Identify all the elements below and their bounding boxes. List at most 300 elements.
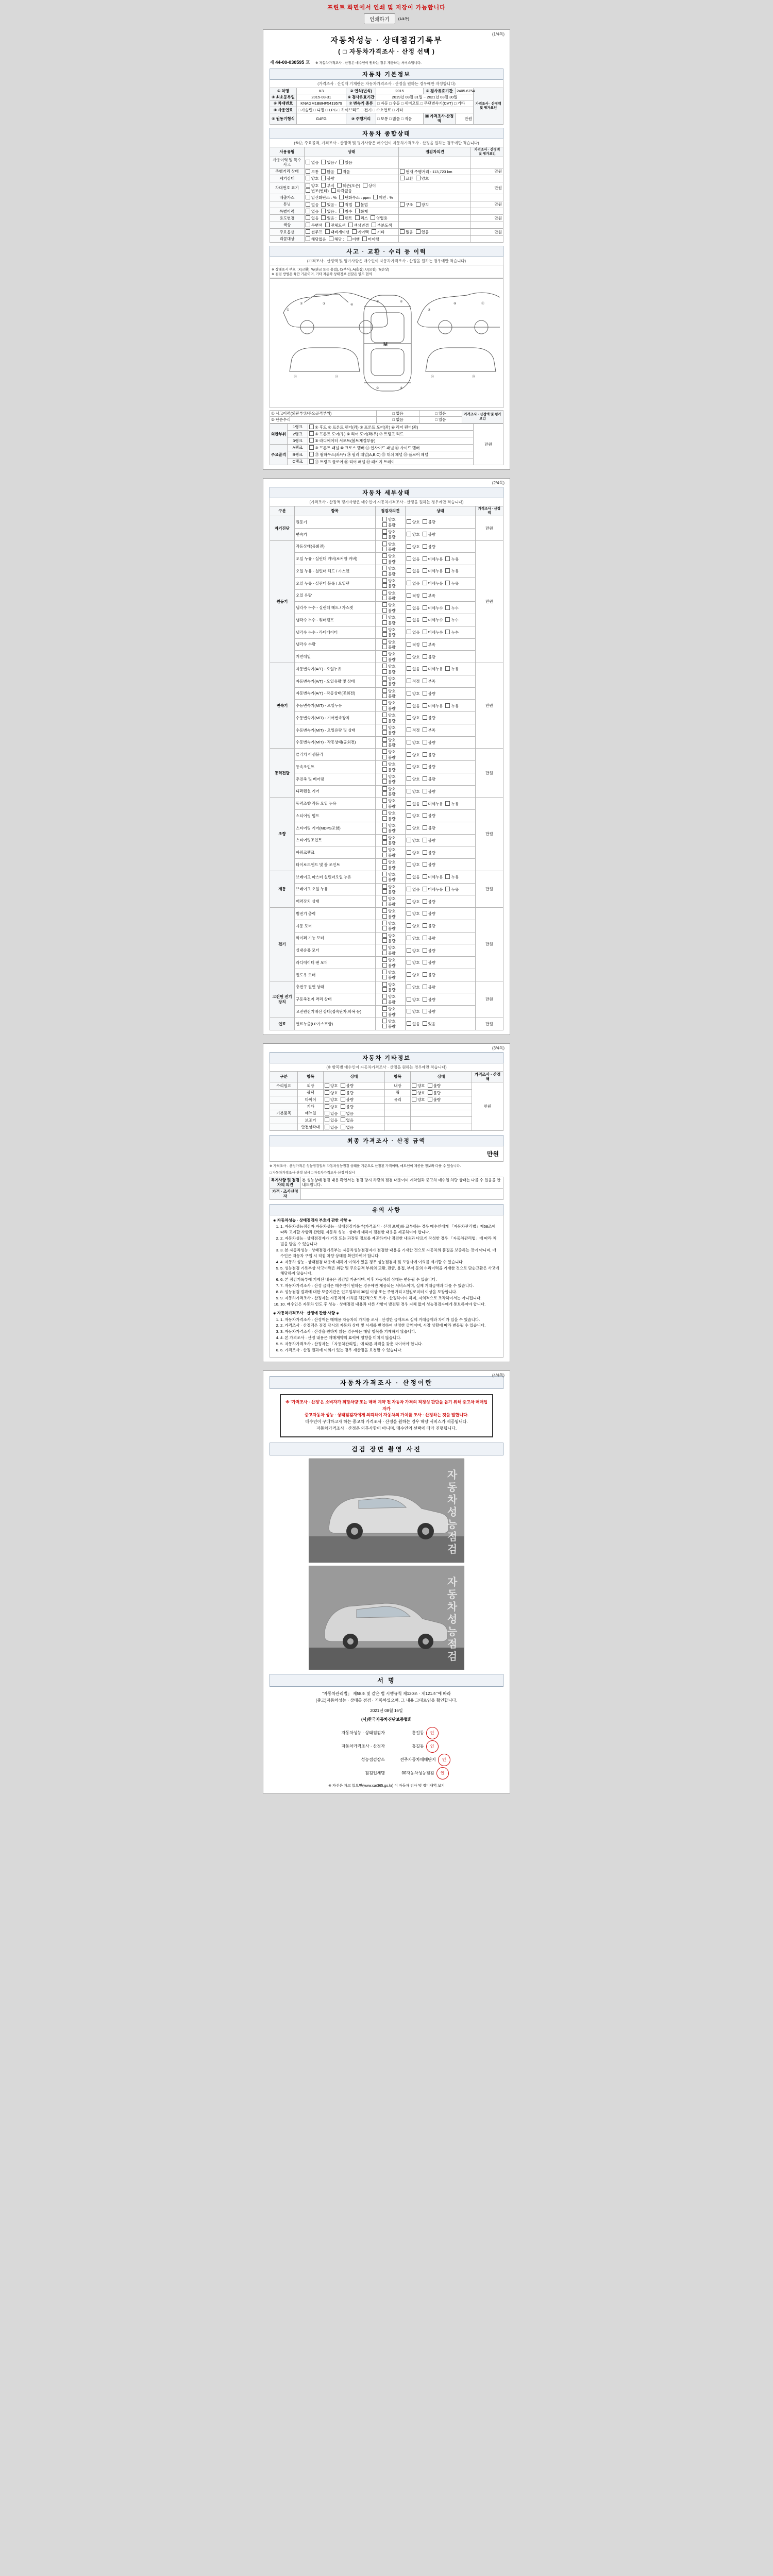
checkbox-option[interactable]: 양호: [382, 872, 396, 877]
checkbox-option[interactable]: 양호: [325, 1090, 338, 1095]
detail-state[interactable]: [406, 577, 476, 589]
detail-opinion[interactable]: [375, 822, 405, 834]
checkbox-option[interactable]: 없음: [400, 229, 413, 234]
checkbox-option[interactable]: 양호: [382, 639, 396, 645]
checkbox-option[interactable]: 양호: [382, 1019, 396, 1024]
checkbox-icon[interactable]: [382, 963, 387, 968]
checkbox-icon[interactable]: [423, 752, 427, 757]
checkbox-option[interactable]: 불량: [382, 620, 396, 625]
detail-opinion[interactable]: [375, 724, 405, 736]
checkbox-option[interactable]: 불량: [341, 1090, 354, 1095]
detail-state[interactable]: [406, 859, 476, 871]
checkbox-option[interactable]: ⑰ 트렁크 플로어 ⑱ 리어 패널 ⑲ 패키지 트레이: [309, 459, 395, 464]
cell-state[interactable]: [304, 215, 398, 222]
checkbox-icon[interactable]: [407, 703, 411, 708]
checkbox-icon[interactable]: [382, 853, 387, 857]
checkbox-option[interactable]: 불량: [382, 693, 396, 699]
checkbox-option[interactable]: 양호: [382, 896, 396, 901]
checkbox-option[interactable]: 불량: [423, 752, 436, 757]
detail-state[interactable]: [406, 626, 476, 638]
detail-state[interactable]: [406, 749, 476, 761]
checkbox-icon[interactable]: [306, 215, 310, 220]
checkbox-icon[interactable]: [382, 951, 387, 955]
checkbox-option[interactable]: 양호: [416, 176, 429, 181]
checkbox-icon[interactable]: [339, 215, 344, 220]
checkbox-option[interactable]: 양호: [382, 798, 396, 803]
checkbox-icon[interactable]: [371, 215, 375, 220]
checkbox-option[interactable]: 양호: [382, 578, 396, 583]
checkbox-icon[interactable]: [407, 862, 411, 867]
checkbox-icon[interactable]: [407, 568, 411, 573]
checkbox-option[interactable]: 있음 /: [321, 160, 337, 165]
checkbox-option[interactable]: 렌트: [339, 215, 352, 221]
checkbox-icon[interactable]: [325, 1104, 329, 1109]
checkbox-icon[interactable]: [423, 568, 427, 573]
checkbox-icon[interactable]: [325, 229, 330, 234]
detail-state[interactable]: [406, 761, 476, 773]
checkbox-option[interactable]: 불량: [382, 914, 396, 919]
checkbox-option[interactable]: 장치: [416, 202, 429, 207]
checkbox-option[interactable]: 양호: [412, 1097, 425, 1102]
cell-state[interactable]: [304, 201, 398, 208]
checkbox-icon[interactable]: [339, 160, 344, 164]
checkbox-option[interactable]: 불량: [423, 948, 436, 953]
checkbox-option[interactable]: 훼손(오손): [337, 183, 360, 188]
checkbox-option[interactable]: 화재: [355, 209, 368, 214]
checkbox-option[interactable]: 부족: [423, 593, 436, 598]
checkbox-option[interactable]: 양호: [407, 532, 420, 537]
checkbox-option[interactable]: 무변색: [306, 223, 323, 228]
checkbox-icon[interactable]: [445, 630, 450, 634]
checkbox-icon[interactable]: [382, 828, 387, 833]
checkbox-icon[interactable]: [382, 706, 387, 710]
checkbox-option[interactable]: 불량: [423, 899, 436, 904]
checkbox-option[interactable]: 양호: [382, 602, 396, 607]
simple-opt-none[interactable]: □ 없음: [377, 417, 419, 423]
checkbox-option[interactable]: 불량: [382, 645, 396, 650]
checkbox-option[interactable]: 있음 :: [321, 215, 337, 221]
checkbox-icon[interactable]: [309, 438, 314, 443]
checkbox-option[interactable]: 양호: [407, 911, 420, 916]
checkbox-option[interactable]: 미세누유: [423, 568, 443, 573]
checkbox-option[interactable]: 현재 주행거리 : 113,723 km: [400, 169, 452, 174]
checkbox-icon[interactable]: [423, 948, 427, 953]
checkbox-option[interactable]: 양호: [382, 664, 396, 669]
checkbox-icon[interactable]: [407, 727, 411, 732]
checkbox-icon[interactable]: [382, 718, 387, 723]
checkbox-icon[interactable]: [382, 987, 387, 992]
checkbox-option[interactable]: 침수: [339, 209, 352, 214]
checkbox-option[interactable]: 있음: [325, 1117, 338, 1123]
checkbox-option[interactable]: 있음: [325, 1111, 338, 1116]
other-state-2[interactable]: [411, 1110, 472, 1116]
checkbox-icon[interactable]: [309, 431, 314, 436]
detail-state[interactable]: [406, 638, 476, 651]
checkbox-icon[interactable]: [382, 896, 387, 901]
checkbox-option[interactable]: 양호: [382, 553, 396, 558]
checkbox-icon[interactable]: [416, 176, 421, 180]
detail-state[interactable]: [406, 651, 476, 663]
checkbox-option[interactable]: 없음: [407, 874, 420, 879]
checkbox-option[interactable]: 양호: [407, 838, 420, 843]
checkbox-icon[interactable]: [306, 236, 310, 241]
cell-state[interactable]: [304, 182, 398, 194]
detail-state[interactable]: [406, 736, 476, 749]
detail-opinion[interactable]: [375, 846, 405, 859]
detail-opinion[interactable]: [375, 944, 405, 957]
checkbox-icon[interactable]: [309, 459, 314, 464]
detail-opinion[interactable]: [375, 895, 405, 908]
checkbox-option[interactable]: 없음: [407, 666, 420, 671]
checkbox-icon[interactable]: [382, 664, 387, 668]
checkbox-option[interactable]: 부식: [321, 183, 334, 188]
detail-state[interactable]: [406, 798, 476, 810]
checkbox-option[interactable]: 불량: [423, 850, 436, 855]
checkbox-icon[interactable]: [306, 169, 310, 174]
checkbox-icon[interactable]: [382, 693, 387, 698]
checkbox-icon[interactable]: [337, 183, 342, 188]
detail-state[interactable]: [406, 883, 476, 895]
checkbox-option[interactable]: 불량: [382, 987, 396, 992]
checkbox-icon[interactable]: [423, 556, 427, 561]
checkbox-option[interactable]: 누수: [445, 630, 459, 635]
checkbox-icon[interactable]: [423, 715, 427, 720]
checkbox-option[interactable]: 불량: [423, 740, 436, 745]
cell-state[interactable]: [304, 175, 398, 182]
checkbox-icon[interactable]: [407, 556, 411, 561]
checkbox-option[interactable]: 불량: [382, 730, 396, 735]
checkbox-option[interactable]: 누유: [445, 666, 459, 671]
checkbox-option[interactable]: 불량: [382, 559, 396, 564]
checkbox-icon[interactable]: [372, 223, 376, 227]
checkbox-icon[interactable]: [306, 188, 310, 193]
checkbox-icon[interactable]: [382, 921, 387, 925]
checkbox-option[interactable]: 양호: [407, 740, 420, 745]
checkbox-option[interactable]: 양호: [407, 715, 420, 720]
checkbox-icon[interactable]: [355, 209, 360, 213]
checkbox-icon[interactable]: [321, 202, 326, 207]
checkbox-option[interactable]: 양호: [382, 700, 396, 705]
cell-state[interactable]: [304, 157, 398, 168]
checkbox-icon[interactable]: [407, 923, 411, 928]
detail-state[interactable]: [406, 553, 476, 565]
checkbox-option[interactable]: 양호: [382, 713, 396, 718]
checkbox-option[interactable]: 미세누유: [423, 703, 443, 708]
detail-opinion[interactable]: [375, 908, 405, 920]
checkbox-option[interactable]: 양호: [382, 615, 396, 620]
checkbox-option[interactable]: 부족: [423, 679, 436, 684]
other-state[interactable]: [324, 1124, 385, 1130]
checkbox-icon[interactable]: [382, 541, 387, 546]
checkbox-option[interactable]: 양호: [407, 654, 420, 659]
checkbox-icon[interactable]: [407, 1021, 411, 1026]
checkbox-option[interactable]: 미세누유: [423, 556, 443, 562]
checkbox-icon[interactable]: [382, 982, 387, 987]
checkbox-option[interactable]: 불량: [341, 1097, 354, 1102]
checkbox-icon[interactable]: [382, 615, 387, 619]
checkbox-icon[interactable]: [363, 183, 367, 188]
checkbox-option[interactable]: 양호: [382, 786, 396, 791]
checkbox-icon[interactable]: [382, 749, 387, 754]
checkbox-option[interactable]: 양호: [382, 994, 396, 999]
checkbox-icon[interactable]: [382, 566, 387, 570]
detail-opinion[interactable]: [375, 932, 405, 944]
checkbox-option[interactable]: 불량: [382, 657, 396, 662]
cell-state[interactable]: [304, 208, 398, 215]
checkbox-option[interactable]: 미세누유: [423, 874, 443, 879]
checkbox-option[interactable]: 양호: [407, 752, 420, 757]
checkbox-option[interactable]: 양호: [382, 933, 396, 938]
checkbox-option[interactable]: 양호: [382, 590, 396, 596]
detail-opinion[interactable]: [375, 589, 405, 602]
checkbox-option[interactable]: 불량: [382, 522, 396, 528]
detail-state[interactable]: [406, 773, 476, 785]
checkbox-option[interactable]: ⑧ 라디에이터 서포트(볼트체결부품): [309, 438, 375, 443]
checkbox-icon[interactable]: [382, 627, 387, 632]
checkbox-option[interactable]: 불량: [382, 632, 396, 637]
checkbox-option[interactable]: 불량: [382, 804, 396, 809]
checkbox-option[interactable]: 불량: [382, 877, 396, 882]
checkbox-icon[interactable]: [445, 605, 450, 610]
accident-opt-yes[interactable]: □ 있음: [419, 410, 462, 416]
checkbox-icon[interactable]: [407, 874, 411, 879]
checkbox-icon[interactable]: [341, 1125, 345, 1129]
checkbox-option[interactable]: 없음: [407, 703, 420, 708]
checkbox-icon[interactable]: [382, 1019, 387, 1023]
checkbox-icon[interactable]: [423, 581, 427, 585]
detail-opinion[interactable]: [375, 626, 405, 638]
checkbox-option[interactable]: 부족: [423, 727, 436, 733]
checkbox-icon[interactable]: [321, 176, 326, 180]
detail-opinion[interactable]: [375, 761, 405, 773]
detail-state[interactable]: [406, 981, 476, 993]
checkbox-icon[interactable]: [348, 223, 353, 227]
checkbox-icon[interactable]: [382, 725, 387, 730]
checkbox-option[interactable]: 누유: [445, 581, 459, 586]
checkbox-option[interactable]: 양호: [407, 1009, 420, 1014]
checkbox-option[interactable]: 불량: [423, 776, 436, 782]
checkbox-icon[interactable]: [306, 202, 310, 207]
checkbox-option[interactable]: 해당없음: [306, 236, 326, 242]
checkbox-option[interactable]: 불량: [382, 853, 396, 858]
checkbox-icon[interactable]: [382, 938, 387, 943]
checkbox-icon[interactable]: [428, 1090, 432, 1095]
checkbox-icon[interactable]: [407, 948, 411, 953]
checkbox-option[interactable]: 없음: [407, 630, 420, 635]
checkbox-icon[interactable]: [382, 1012, 387, 1016]
detail-opinion[interactable]: [375, 871, 405, 883]
checkbox-option[interactable]: 누유: [445, 568, 459, 573]
detail-opinion[interactable]: [375, 602, 405, 614]
checkbox-icon[interactable]: [382, 571, 387, 576]
print-button[interactable]: 인쇄하기: [364, 13, 395, 24]
checkbox-icon[interactable]: [407, 544, 411, 549]
detail-opinion[interactable]: [375, 577, 405, 589]
checkbox-icon[interactable]: [382, 676, 387, 681]
checkbox-option[interactable]: 불량: [382, 938, 396, 943]
checkbox-option[interactable]: 미세누유: [423, 801, 443, 806]
checkbox-icon[interactable]: [407, 532, 411, 536]
other-state-2[interactable]: [411, 1124, 472, 1130]
checkbox-icon[interactable]: [407, 642, 411, 647]
checkbox-option[interactable]: 있음: [339, 160, 352, 165]
checkbox-option[interactable]: 양호: [306, 176, 319, 181]
checkbox-icon[interactable]: [382, 840, 387, 845]
checkbox-icon[interactable]: [341, 1097, 345, 1101]
checkbox-option[interactable]: 양호: [407, 776, 420, 782]
checkbox-option[interactable]: 해당 :: [329, 236, 344, 242]
detail-state[interactable]: [406, 895, 476, 908]
checkbox-icon[interactable]: [382, 517, 387, 521]
checkbox-icon[interactable]: [423, 899, 427, 904]
checkbox-icon[interactable]: [423, 887, 427, 891]
checkbox-option[interactable]: 양호: [382, 737, 396, 742]
checkbox-option[interactable]: 불량: [423, 838, 436, 843]
checkbox-icon[interactable]: [309, 445, 314, 450]
checkbox-option[interactable]: 내비게이션: [325, 229, 349, 234]
checkbox-option[interactable]: 불량: [423, 813, 436, 818]
detail-opinion[interactable]: [375, 969, 405, 981]
checkbox-option[interactable]: 양호: [382, 982, 396, 987]
parts-items[interactable]: [308, 451, 474, 458]
checkbox-icon[interactable]: [423, 532, 427, 536]
checkbox-icon[interactable]: [382, 1006, 387, 1011]
checkbox-icon[interactable]: [382, 688, 387, 693]
checkbox-option[interactable]: 색상변경: [348, 223, 369, 228]
checkbox-icon[interactable]: [306, 195, 310, 199]
checkbox-icon[interactable]: [423, 825, 427, 830]
detail-opinion[interactable]: [375, 553, 405, 565]
detail-state[interactable]: [406, 700, 476, 712]
checkbox-option[interactable]: 양호: [407, 813, 420, 818]
detail-state[interactable]: [406, 785, 476, 798]
checkbox-icon[interactable]: [329, 236, 333, 241]
checkbox-icon[interactable]: [407, 519, 411, 524]
checkbox-option[interactable]: 부족: [423, 642, 436, 647]
checkbox-icon[interactable]: [407, 960, 411, 964]
checkbox-option[interactable]: 미세누유: [423, 581, 443, 586]
checkbox-icon[interactable]: [382, 761, 387, 766]
checkbox-icon[interactable]: [407, 813, 411, 818]
checkbox-icon[interactable]: [382, 933, 387, 938]
checkbox-option[interactable]: 양호: [382, 847, 396, 852]
checkbox-option[interactable]: 양호: [382, 651, 396, 656]
checkbox-option[interactable]: 불량: [382, 1024, 396, 1029]
checkbox-option[interactable]: 불량: [423, 825, 436, 831]
checkbox-option[interactable]: 없음: [407, 801, 420, 806]
detail-state[interactable]: [406, 871, 476, 883]
checkbox-option[interactable]: 있음: [423, 1021, 436, 1026]
checkbox-option[interactable]: 불량: [382, 926, 396, 931]
checkbox-option[interactable]: 불량: [423, 923, 436, 928]
checkbox-icon[interactable]: [407, 776, 411, 781]
checkbox-option[interactable]: 적음: [337, 169, 350, 174]
detail-opinion[interactable]: [375, 565, 405, 578]
checkbox-icon[interactable]: [382, 945, 387, 950]
checkbox-option[interactable]: 누유: [445, 887, 459, 892]
parts-items[interactable]: [308, 458, 474, 465]
checkbox-icon[interactable]: [382, 590, 387, 595]
detail-state[interactable]: [406, 834, 476, 846]
checkbox-icon[interactable]: [445, 801, 450, 806]
checkbox-icon[interactable]: [382, 559, 387, 564]
checkbox-option[interactable]: 미세누수: [423, 605, 443, 611]
checkbox-icon[interactable]: [423, 642, 427, 647]
detail-state[interactable]: [406, 810, 476, 822]
checkbox-option[interactable]: 불량: [382, 999, 396, 1005]
detail-state[interactable]: [406, 1006, 476, 1018]
checkbox-icon[interactable]: [382, 865, 387, 870]
checkbox-icon[interactable]: [423, 544, 427, 549]
detail-state[interactable]: [406, 528, 476, 540]
checkbox-option[interactable]: 양호: [382, 774, 396, 779]
checkbox-icon[interactable]: [416, 202, 421, 207]
parts-items[interactable]: [308, 423, 474, 430]
checkbox-option[interactable]: 양호: [382, 1006, 396, 1011]
checkbox-icon[interactable]: [423, 727, 427, 732]
checkbox-icon[interactable]: [382, 926, 387, 930]
detail-state[interactable]: [406, 932, 476, 944]
detail-opinion[interactable]: [375, 528, 405, 540]
detail-opinion[interactable]: [375, 798, 405, 810]
checkbox-option[interactable]: 적법: [339, 202, 352, 207]
checkbox-icon[interactable]: [407, 605, 411, 610]
checkbox-icon[interactable]: [423, 1021, 427, 1026]
checkbox-icon[interactable]: [382, 608, 387, 613]
checkbox-option[interactable]: 양호: [382, 945, 396, 950]
checkbox-option[interactable]: 없음: [407, 605, 420, 611]
detail-opinion[interactable]: [375, 540, 405, 553]
checkbox-option[interactable]: 불량: [423, 691, 436, 696]
checkbox-option[interactable]: 불량: [423, 519, 436, 524]
checkbox-option[interactable]: 에어백: [352, 229, 369, 234]
checkbox-option[interactable]: 불량: [382, 975, 396, 980]
checkbox-icon[interactable]: [423, 985, 427, 989]
checkbox-option[interactable]: 양호: [325, 1104, 338, 1109]
checkbox-option[interactable]: 누유: [445, 874, 459, 879]
checkbox-option[interactable]: 불량: [382, 706, 396, 711]
other-state-2[interactable]: [411, 1096, 472, 1103]
checkbox-icon[interactable]: [423, 862, 427, 867]
checkbox-option[interactable]: 없음: [407, 581, 420, 586]
checkbox-option[interactable]: 불량: [382, 755, 396, 760]
other-state-2[interactable]: [411, 1089, 472, 1096]
checkbox-option[interactable]: 불량: [423, 862, 436, 867]
checkbox-icon[interactable]: [416, 229, 421, 234]
checkbox-icon[interactable]: [337, 169, 342, 174]
checkbox-option[interactable]: 교환: [400, 176, 413, 181]
checkbox-icon[interactable]: [407, 936, 411, 940]
checkbox-icon[interactable]: [382, 791, 387, 796]
checkbox-option[interactable]: 있음: [325, 1125, 338, 1130]
checkbox-option[interactable]: 불량: [382, 534, 396, 539]
checkbox-option[interactable]: 없음: [306, 160, 319, 165]
checkbox-icon[interactable]: [306, 209, 310, 213]
checkbox-icon[interactable]: [321, 160, 326, 164]
checkbox-icon[interactable]: [407, 752, 411, 757]
checkbox-option[interactable]: 상이: [363, 183, 376, 188]
other-state[interactable]: [324, 1089, 385, 1096]
checkbox-icon[interactable]: [347, 236, 351, 241]
other-state-2[interactable]: [411, 1082, 472, 1089]
checkbox-icon[interactable]: [407, 666, 411, 671]
checkbox-option[interactable]: 불량: [382, 547, 396, 552]
checkbox-option[interactable]: 불량: [423, 654, 436, 659]
checkbox-icon[interactable]: [412, 1090, 416, 1095]
checkbox-option[interactable]: 양호: [382, 749, 396, 754]
checkbox-icon[interactable]: [407, 825, 411, 830]
checkbox-icon[interactable]: [339, 195, 344, 199]
